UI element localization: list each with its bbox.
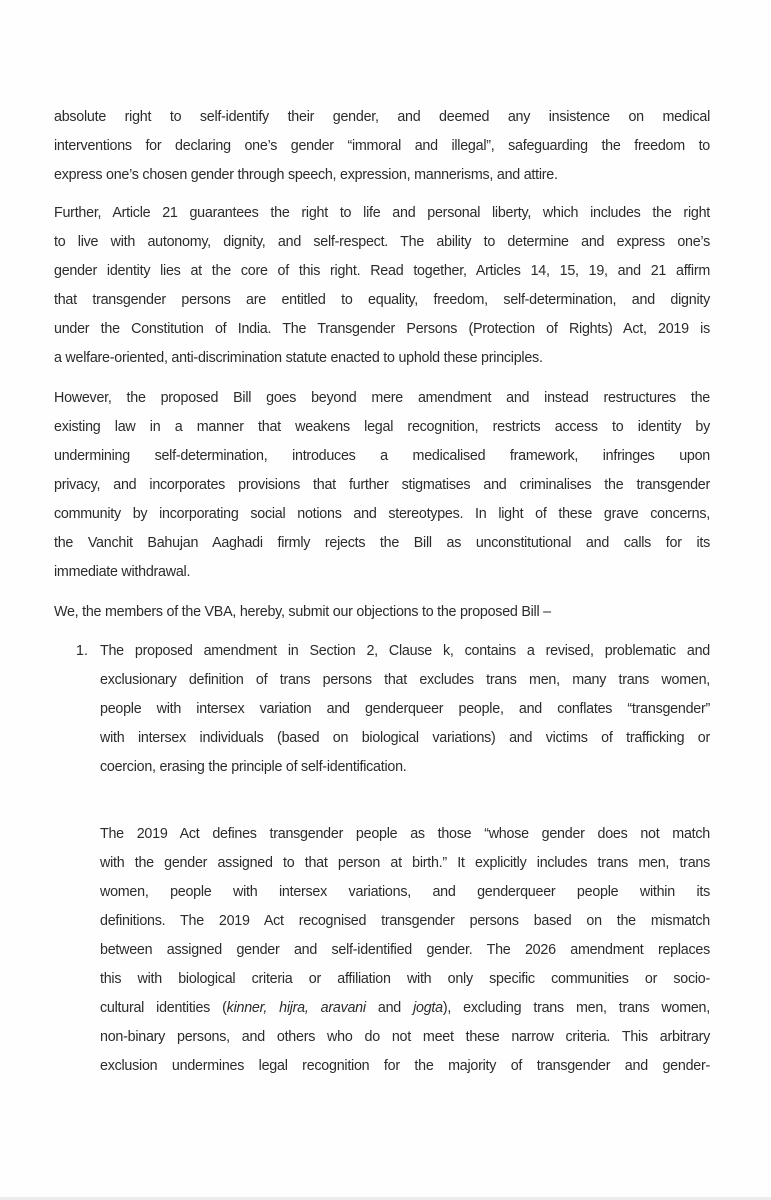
italic-term-jogta: jogta	[413, 1000, 443, 1016]
text-line: with the gender assigned to that person at birth.” It explicitly includes trans men, trans	[100, 855, 710, 871]
text-line: the Vanchit Bahujan Aaghadi firmly rejects the Bill as unconstitutional and calls for its	[54, 535, 710, 551]
text-line: women, people with intersex variations, and genderqueer people within its	[100, 884, 710, 900]
list-number: 1.	[76, 643, 88, 659]
text-line: gender identity lies at the core of this right. Read together, Articles 14, 15, 19, and 21 affirm	[54, 263, 710, 279]
text-line: coercion, erasing the principle of self-identification.	[100, 759, 407, 775]
paragraph-bill-concerns	[54, 384, 710, 587]
text-line: The proposed amendment in Section 2, Clause k, contains a revised, problematic and	[100, 643, 710, 659]
text-line: Further, Article 21 guarantees the right to life and personal liberty, which includes the right	[54, 205, 710, 221]
text-line: a welfare-oriented, anti-discrimination statute enacted to uphold these principles.	[54, 350, 543, 366]
text-line: this with biological criteria or affiliation with only specific communities or socio-	[100, 971, 710, 987]
italic-terms: kinner, hijra, aravani	[226, 1000, 366, 1016]
text-line: that transgender persons are entitled to equality, freedom, self-determination, and dignity	[54, 292, 710, 308]
text-line: people with intersex variation and genderqueer people, and conflates “transgender”	[100, 701, 710, 717]
text-line: to live with autonomy, dignity, and self-respect. The ability to determine and express one’s	[54, 234, 710, 250]
paragraph-article-21	[54, 199, 710, 373]
text-line: interventions for declaring one’s gender “immoral and illegal”, safeguarding the freedom to	[54, 138, 710, 154]
text-line: between assigned gender and self-identified gender. The 2026 amendment replaces	[100, 942, 710, 958]
text-line: We, the members of the VBA, hereby, submit our objections to the proposed Bill –	[54, 604, 551, 620]
text-line: under the Constitution of India. The Transgender Persons (Protection of Rights) Act, 2019 is	[54, 321, 710, 337]
text-line: exclusion undermines legal recognition for the majority of transgender and gender-	[100, 1058, 710, 1074]
text-line: absolute right to self-identify their gender, and deemed any insistence on medical	[54, 109, 710, 125]
text-line: existing law in a manner that weakens legal recognition, restricts access to identity by	[54, 419, 710, 435]
text-line: immediate withdrawal.	[54, 564, 191, 580]
text-line-italic-communities: cultural identities (kinner, hijra, aravani and jogta), excluding trans men, trans women,	[100, 1000, 710, 1016]
text-line: However, the proposed Bill goes beyond mere amendment and instead restructures the	[54, 390, 710, 406]
text-line: community by incorporating social notions and stereotypes. In light of these grave concerns,	[54, 506, 710, 522]
text-line: non-binary persons, and others who do not meet these narrow criteria. This arbitrary	[100, 1029, 710, 1045]
text-line: with intersex individuals (based on biological variations) and victims of trafficking or	[100, 730, 710, 746]
paragraph-self-identification	[54, 103, 710, 190]
text-line: undermining self-determination, introduces a medicalised framework, infringes upon	[54, 448, 710, 464]
text-line: express one’s chosen gender through speech, expression, mannerisms, and attire.	[54, 167, 558, 183]
text-line: privacy, and incorporates provisions that further stigmatises and criminalises the transgender	[54, 477, 710, 493]
list-item-1	[100, 637, 710, 782]
text-line: exclusionary definition of trans persons that excludes trans men, many trans women,	[100, 672, 710, 688]
text-line: definitions. The 2019 Act recognised transgender persons based on the mismatch	[100, 913, 710, 929]
list-item-1-explanation	[100, 820, 710, 1081]
paragraph-objections-intro	[54, 598, 710, 627]
text-line: The 2019 Act defines transgender people as those “whose gender does not match	[100, 826, 710, 842]
